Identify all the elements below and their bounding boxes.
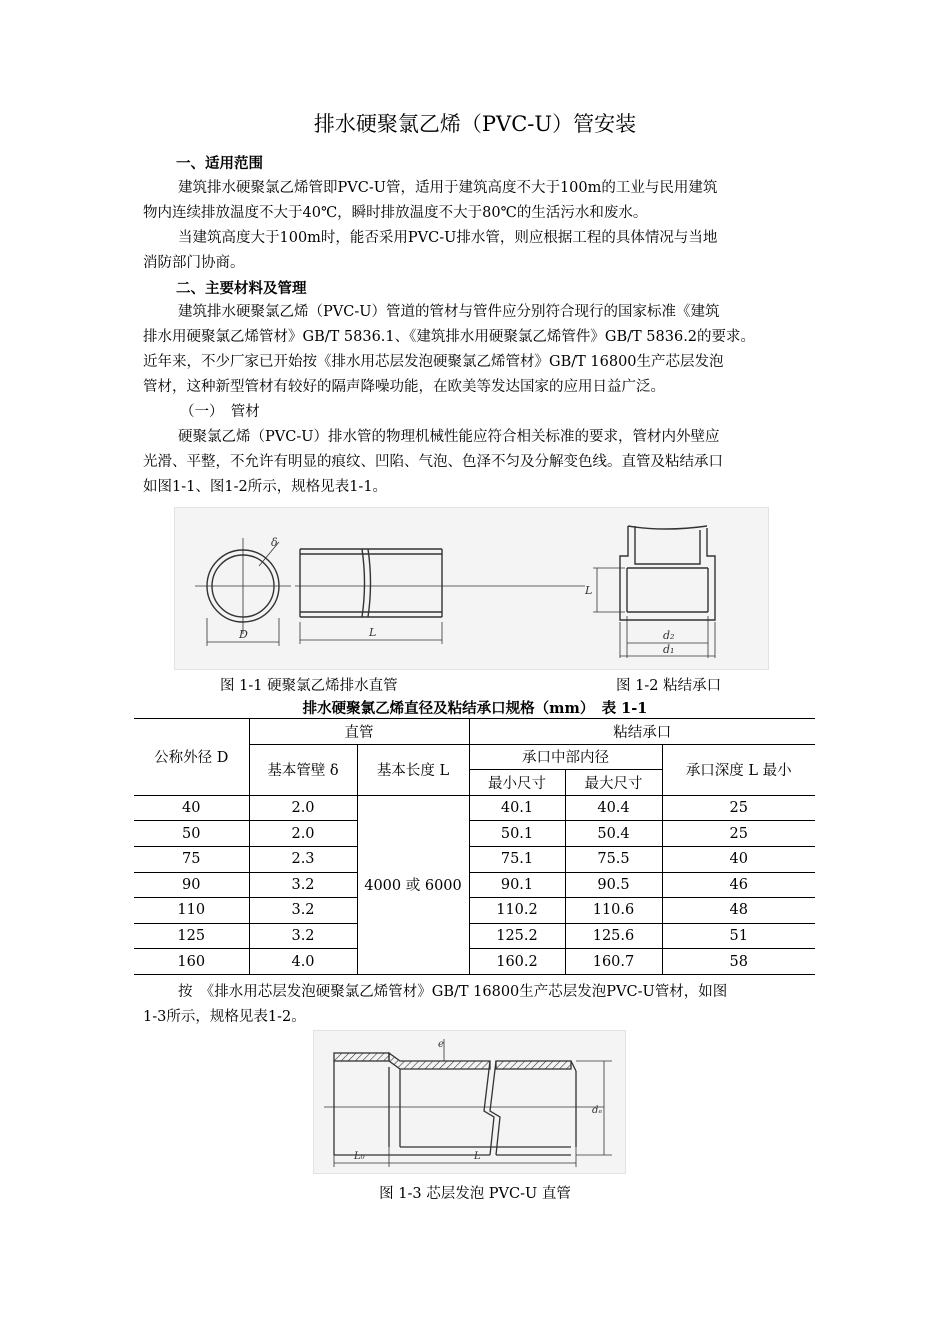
section-heading-scope: 一、适用范围: [176, 156, 263, 172]
header-depth: 承口深度 L 最小: [662, 744, 815, 795]
spec-table: [134, 718, 815, 975]
text-line: 如图1-1、图1-2所示，规格见表1-1。: [143, 479, 388, 495]
cell-wall: 2.3: [249, 846, 357, 872]
cell-min: 160.2: [469, 949, 565, 975]
cell-min: 40.1: [469, 795, 565, 821]
table-row: [134, 872, 815, 898]
table-row: [134, 949, 815, 975]
cell-min: 90.1: [469, 872, 565, 898]
cell-wall: 2.0: [249, 821, 357, 847]
cell-max: 90.5: [565, 872, 662, 898]
pipe-drawing: [175, 508, 768, 669]
figure-caption-1-2: 图 1-2 粘结承口: [616, 678, 722, 694]
paragraph-foam-pipe: [143, 980, 819, 1030]
text-line: 排水用硬聚氯乙烯管材》GB/T 5836.1、《建筑排水用硬聚氯乙烯管件》GB/T 5836.2的要求。: [143, 329, 756, 345]
cell-depth: 46: [662, 872, 815, 898]
text-line: 硬聚氯乙烯（PVC-U）排水管的物理机械性能应符合相关标准的要求，管材内外壁应: [178, 429, 720, 445]
cell-depth: 25: [662, 795, 815, 821]
cell-depth: 25: [662, 821, 815, 847]
cell-wall: 4.0: [249, 949, 357, 975]
label-D: D: [239, 628, 248, 641]
cell-od: 125: [134, 923, 249, 949]
figure-caption-1-1: 图 1-1 硬聚氯乙烯排水直管: [220, 678, 398, 694]
header-max: 最大尺寸: [565, 770, 662, 796]
table-row: [134, 821, 815, 847]
cell-max: 50.4: [565, 821, 662, 847]
cell-max: 110.6: [565, 898, 662, 924]
page-title: 排水硬聚氯乙烯（PVC-U）管安装: [313, 112, 637, 136]
header-wall: 基本管壁 δ: [249, 744, 357, 795]
text-line: 当建筑高度大于100m时，能否采用PVC-U排水管，则应根据工程的具体情况与当地: [178, 230, 718, 246]
label-e: e: [438, 1039, 444, 1050]
cell-od: 50: [134, 821, 249, 847]
text-line: 管材，这种新型管材有较好的隔声降噪功能，在欧美等发达国家的应用日益广泛。: [143, 379, 665, 395]
cell-depth: 51: [662, 923, 815, 949]
header-mid-diameter: 承口中部内径: [469, 744, 662, 770]
cell-min: 125.2: [469, 923, 565, 949]
header-min: 最小尺寸: [469, 770, 565, 796]
text-line: 近年来，不少厂家已开始按《排水用芯层发泡硬聚氯乙烯管材》GB/T 16800生产芯层发泡: [143, 354, 724, 370]
subheading-pipes: （一） 管材: [180, 404, 260, 420]
cell-max: 125.6: [565, 923, 662, 949]
cell-max: 160.7: [565, 949, 662, 975]
text-line: 按 《排水用芯层发泡硬聚氯乙烯管材》GB/T 16800生产芯层发泡PVC-U管材，如图: [178, 984, 728, 1000]
cell-max: 75.5: [565, 846, 662, 872]
label-delta: δ: [271, 536, 278, 549]
cell-od: 75: [134, 846, 249, 872]
text-line: 建筑排水硬聚氯乙烯管即PVC-U管，适用于建筑高度不大于100m的工业与民用建筑: [178, 180, 718, 196]
cell-wall: 3.2: [249, 898, 357, 924]
label-d1: d₁: [663, 643, 675, 656]
cell-wall: 3.2: [249, 923, 357, 949]
text-line: 物内连续排放温度不大于40℃，瞬时排放温度不大于80℃的生活污水和废水。: [143, 205, 648, 221]
cell-length: 4000 或 6000: [357, 795, 469, 974]
header-outer-diameter: 公称外径 D: [134, 719, 249, 796]
header-socket: 粘结承口: [469, 719, 815, 745]
section-heading-materials: 二、主要材料及管理: [176, 281, 307, 297]
cell-depth: 48: [662, 898, 815, 924]
cell-od: 160: [134, 949, 249, 975]
cell-od: 40: [134, 795, 249, 821]
figure-pipe-socket: [174, 507, 769, 670]
text-line: 建筑排水硬聚氯乙烯（PVC-U）管道的管材与管件应分别符合现行的国家标准《建筑: [178, 304, 720, 320]
paragraph-scope: [143, 176, 819, 276]
text-line: 消防部门协商。: [143, 255, 245, 271]
table-row: [134, 898, 815, 924]
header-straight-pipe: 直管: [249, 719, 469, 745]
table-row: [134, 795, 815, 821]
cell-wall: 3.2: [249, 872, 357, 898]
label-L-foam: L: [474, 1151, 481, 1162]
figure-foam-pipe: [313, 1030, 626, 1174]
label-L-socket: L: [585, 584, 593, 597]
cell-min: 75.1: [469, 846, 565, 872]
label-L0: L₀: [354, 1151, 365, 1162]
figure-caption-1-3: 图 1-3 芯层发泡 PVC-U 直管: [379, 1186, 571, 1202]
table-row: [134, 846, 815, 872]
foam-pipe-drawing: [314, 1031, 625, 1173]
header-length: 基本长度 L: [357, 744, 469, 795]
cell-min: 110.2: [469, 898, 565, 924]
cell-depth: 40: [662, 846, 815, 872]
label-d2: d₂: [663, 629, 675, 642]
cell-max: 40.4: [565, 795, 662, 821]
text-line: 光滑、平整，不允许有明显的痕纹、凹陷、气泡、色泽不匀及分解变色线。直管及粘结承口: [143, 454, 723, 470]
cell-min: 50.1: [469, 821, 565, 847]
label-de: dₑ: [592, 1105, 603, 1116]
cell-od: 110: [134, 898, 249, 924]
cell-wall: 2.0: [249, 795, 357, 821]
cell-depth: 58: [662, 949, 815, 975]
paragraph-materials: [143, 300, 819, 500]
label-L: L: [369, 626, 377, 639]
cell-od: 90: [134, 872, 249, 898]
table-row: [134, 923, 815, 949]
text-line: 1-3所示，规格见表1-2。: [143, 1009, 306, 1025]
table-title: 排水硬聚氯乙烯直径及粘结承口规格（mm） 表 1-1: [302, 700, 648, 717]
